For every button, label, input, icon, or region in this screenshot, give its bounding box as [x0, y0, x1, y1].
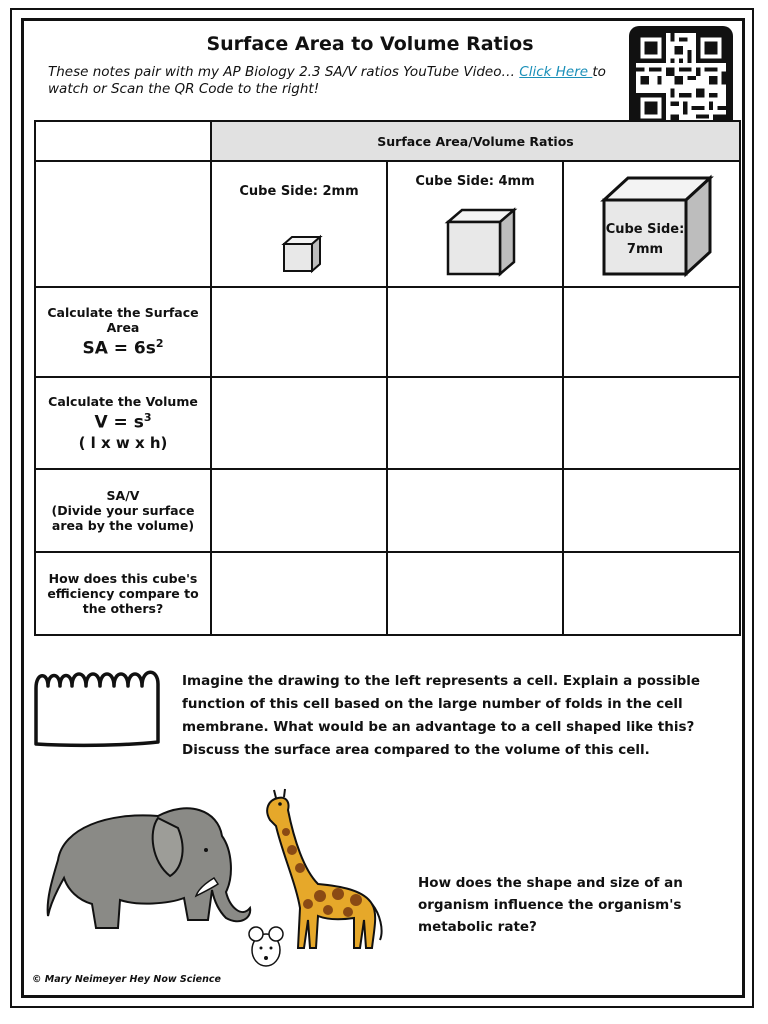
sa-v-table — [34, 120, 741, 636]
cube-7mm-cell — [563, 161, 740, 287]
cube-4mm-cell — [387, 161, 563, 287]
copyright-text: © Mary Neimeyer Hey Now Science — [32, 974, 221, 985]
intro-text-before: These notes pair with my AP Biology 2.3 SA/V ratios YouTube Video… — [48, 64, 520, 80]
cube-7mm-label-line1: Cube Side: — [605, 222, 685, 237]
volume-label: Calculate the Volume — [48, 393, 198, 409]
intro-text-after: to watch or Scan the QR Code to the right! — [48, 64, 606, 97]
row-label-efficiency: How does this cube's efficiency compare to the others? — [35, 552, 211, 635]
volume-lwh: ( l x w x h) — [78, 434, 168, 453]
answer-cell[interactable] — [563, 377, 740, 469]
table-header: Surface Area/Volume Ratios — [211, 121, 740, 161]
volume-formula-text: V = s — [94, 412, 144, 433]
surface-area-exponent: 2 — [155, 337, 164, 351]
sav-instructions: (Divide your surface area by the volume) — [51, 503, 195, 533]
answer-cell[interactable] — [211, 287, 387, 377]
elephant-icon — [48, 808, 251, 928]
table-blank-cell — [35, 161, 211, 287]
surface-area-label: Calculate the Surface Area — [47, 305, 199, 336]
answer-cell[interactable] — [211, 469, 387, 552]
answer-cell[interactable] — [211, 377, 387, 469]
cube-2mm-cell — [211, 161, 387, 287]
organism-question: How does the shape and size of an organism influence the organism's metabolic rate? — [418, 875, 683, 935]
cube-7mm-label-line2: 7mm — [626, 242, 664, 257]
volume-exponent: 3 — [143, 410, 152, 424]
folded-cell-drawing — [30, 664, 166, 750]
answer-cell[interactable] — [387, 377, 563, 469]
row-label-sav — [35, 469, 211, 552]
surface-area-formula-text: SA = 6s — [82, 338, 156, 359]
animals-illustration — [28, 780, 398, 980]
answer-cell[interactable] — [563, 469, 740, 552]
answer-cell[interactable] — [563, 287, 740, 377]
row-label-surface-area — [35, 287, 211, 377]
click-here-link[interactable]: Click Here — [519, 64, 593, 80]
cube-2mm-label: Cube Side: 2mm — [239, 184, 359, 199]
sav-label: SA/V — [106, 488, 140, 503]
page-title: Surface Area to Volume Ratios — [206, 33, 534, 55]
giraffe-icon — [267, 789, 381, 948]
medium-cube-icon — [444, 206, 518, 278]
answer-cell[interactable] — [387, 469, 563, 552]
answer-cell[interactable] — [211, 552, 387, 635]
volume-formula — [40, 411, 206, 433]
row-label-volume — [35, 377, 211, 469]
cell-question: Imagine the drawing to the left represents a cell. Explain a possible function of this cell based on the large number of folds in the cell membrane. What would be an advantage to a cell shaped like this? Discuss the surface area compared to the volume of this cell. — [182, 673, 701, 758]
answer-cell[interactable] — [387, 287, 563, 377]
mouse-icon — [249, 927, 283, 966]
qr-code-icon — [636, 33, 726, 123]
small-cube-icon — [280, 234, 324, 274]
intro-text — [48, 64, 608, 98]
cube-7mm-label — [604, 220, 686, 260]
table-corner-cell — [35, 121, 211, 161]
surface-area-formula — [40, 337, 206, 359]
answer-cell[interactable] — [387, 552, 563, 635]
cube-4mm-label: Cube Side: 4mm — [415, 174, 535, 189]
answer-cell[interactable] — [563, 552, 740, 635]
